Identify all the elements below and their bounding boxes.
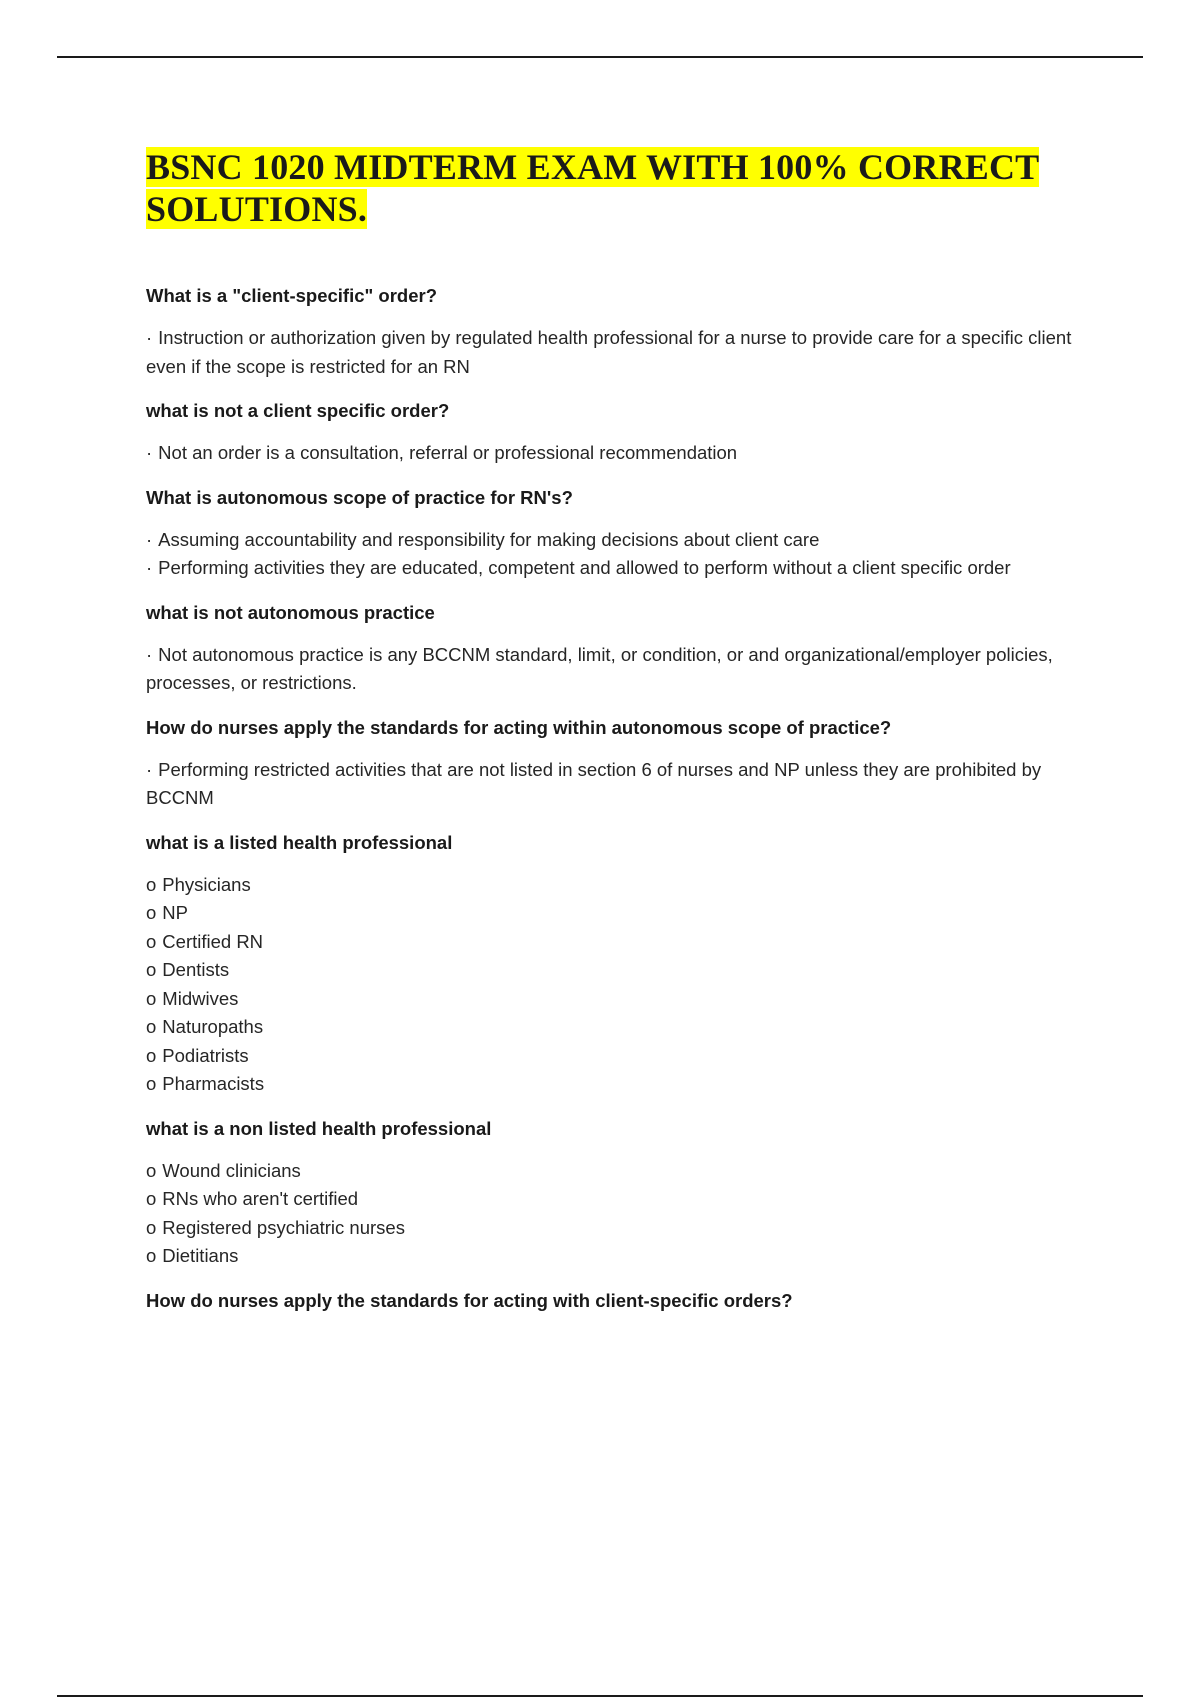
bullet-marker: ·: [146, 528, 153, 550]
answer-item: [146, 1157, 1076, 1186]
answer-item: [146, 756, 1076, 813]
bullet-marker: o: [146, 1188, 157, 1209]
question-heading: How do nurses apply the standards for acting within autonomous scope of practice?: [146, 716, 892, 738]
answer-text: Certified RN: [162, 930, 264, 952]
answer-list: [146, 756, 1076, 813]
document-title: [146, 146, 1076, 230]
question-heading: what is not autonomous practice: [146, 601, 435, 623]
answer-text: Performing activities they are educated, competent and allowed to perform without a client specific order: [158, 557, 1011, 578]
answer-text: Dentists: [162, 959, 230, 980]
bullet-marker: o: [146, 930, 157, 952]
answer-list: [146, 1157, 1076, 1271]
answer-text: Dietitians: [162, 1245, 239, 1266]
answer-item: [146, 641, 1076, 698]
bullet-marker: ·: [146, 643, 153, 665]
question-heading: what is a non listed health professional: [146, 1117, 492, 1139]
bullet-marker: o: [146, 987, 157, 1009]
bullet-marker: ·: [146, 758, 153, 780]
qa-block: [146, 829, 1076, 1099]
question-heading: What is autonomous scope of practice for RN's?: [146, 486, 573, 508]
question-heading: How do nurses apply the standards for acting with client-specific orders?: [146, 1289, 793, 1311]
answer-text: Midwives: [162, 987, 239, 1009]
answer-item: [146, 439, 1076, 468]
answer-list: [146, 439, 1076, 468]
bullet-marker: o: [146, 1216, 157, 1238]
qa-block: [146, 484, 1076, 583]
answer-item: [146, 324, 1076, 381]
bullet-marker: ·: [146, 442, 153, 463]
answer-item: [146, 899, 1076, 928]
bullet-marker: ·: [146, 557, 153, 578]
answer-item: [146, 1070, 1076, 1099]
bullet-marker: o: [146, 1073, 157, 1094]
answer-item: [146, 526, 1076, 555]
answer-item: [146, 1185, 1076, 1214]
qa-block: [146, 282, 1076, 381]
answer-text: Pharmacists: [162, 1073, 265, 1094]
answer-text: Not an order is a consultation, referral or professional recommendation: [158, 442, 738, 463]
answer-text: Registered psychiatric nurses: [162, 1216, 405, 1238]
answer-list: [146, 641, 1076, 698]
answer-list: [146, 871, 1076, 1099]
bottom-rule: [57, 1695, 1143, 1697]
bullet-marker: o: [146, 1159, 157, 1181]
answer-text: Podiatrists: [162, 1044, 249, 1066]
answer-text: Instruction or authorization given by regulated health professional for a nurse to provide care for a specific client even if the scope is restricted for an RN: [146, 327, 1072, 377]
answer-item: [146, 1242, 1076, 1271]
question-heading: What is a "client-specific" order?: [146, 285, 437, 306]
answer-text: RNs who aren't certified: [162, 1188, 359, 1209]
question-heading: what is not a client specific order?: [146, 400, 450, 421]
qa-block: [146, 397, 1076, 468]
answer-text: Not autonomous practice is any BCCNM standard, limit, or condition, or and organizational/employer policies, processes, or restrictions.: [146, 643, 1053, 693]
bullet-marker: o: [146, 959, 157, 980]
answer-text: NP: [162, 902, 188, 923]
document-body: [146, 146, 1076, 1329]
top-rule: [57, 56, 1143, 58]
bullet-marker: o: [146, 1245, 157, 1266]
bullet-marker: ·: [146, 327, 153, 348]
bullet-marker: o: [146, 1016, 157, 1037]
answer-text: Wound clinicians: [162, 1159, 301, 1181]
answer-item: [146, 1042, 1076, 1071]
bullet-marker: o: [146, 902, 157, 923]
answer-item: [146, 871, 1076, 900]
qa-list: [146, 282, 1076, 1315]
qa-block: [146, 599, 1076, 698]
bullet-marker: o: [146, 1044, 157, 1066]
answer-text: Performing restricted activities that are not listed in section 6 of nurses and NP unless they are prohibited by BCCNM: [146, 758, 1042, 808]
bullet-marker: o: [146, 873, 157, 895]
qa-block: [146, 714, 1076, 813]
answer-item: [146, 928, 1076, 957]
answer-item: [146, 985, 1076, 1014]
question-heading: what is a listed health professional: [146, 831, 453, 853]
qa-block: [146, 1115, 1076, 1271]
document-title-text: BSNC 1020 MIDTERM EXAM WITH 100% CORRECT SOLUTIONS.: [146, 147, 1040, 229]
answer-text: Assuming accountability and responsibility for making decisions about client care: [158, 528, 820, 550]
answer-list: [146, 324, 1076, 381]
answer-item: [146, 1013, 1076, 1042]
answer-text: Naturopaths: [162, 1016, 264, 1037]
answer-text: Physicians: [162, 873, 251, 895]
qa-block: [146, 1287, 1076, 1315]
answer-item: [146, 956, 1076, 985]
answer-item: [146, 554, 1076, 583]
answer-item: [146, 1214, 1076, 1243]
answer-list: [146, 526, 1076, 583]
